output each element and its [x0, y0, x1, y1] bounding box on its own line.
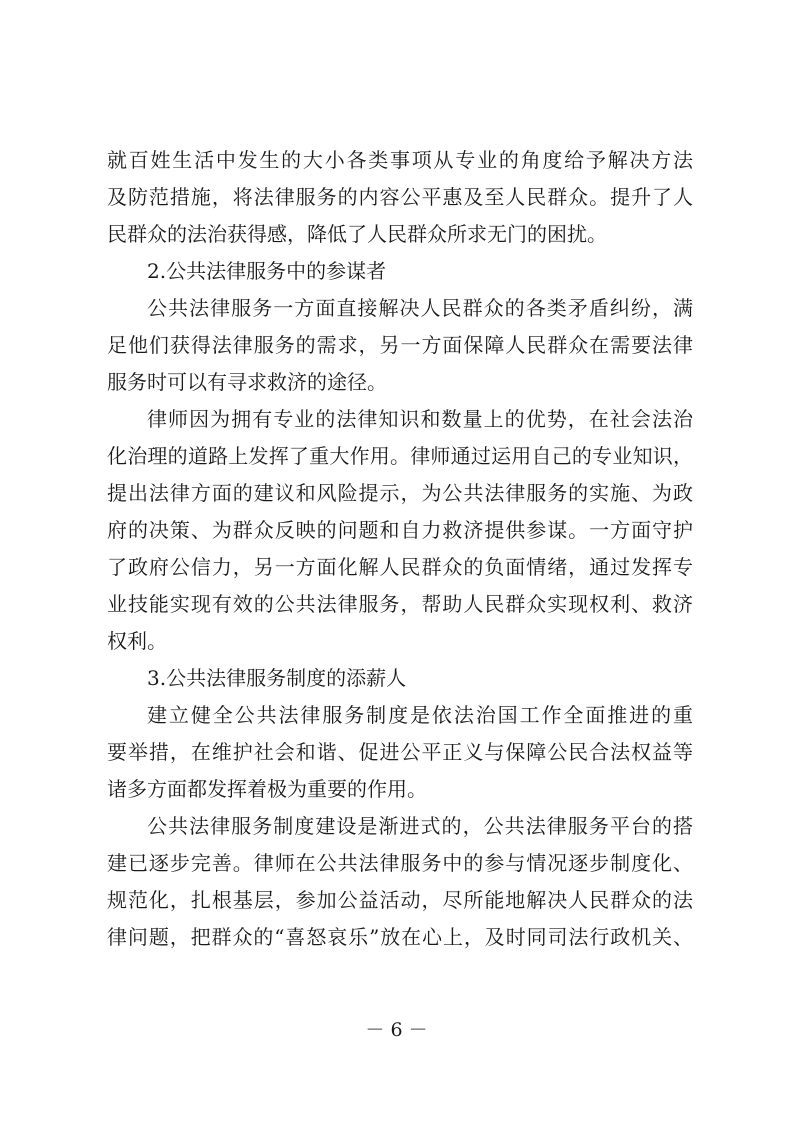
text-line: 及防范措施，将法律服务的内容公平惠及至人民群众。提升了人	[107, 185, 693, 209]
text-line: 民群众的法治获得感，降低了人民群众所求无门的困扰。	[107, 222, 607, 246]
document-body	[107, 142, 693, 956]
text-line: 提出法律方面的建议和风险提示，为公共法律服务的实施、为政	[107, 481, 693, 505]
text-line: 律问题，把群众的“喜怒哀乐”放在心上，及时同司法行政机关、	[107, 925, 693, 949]
text-line: 要举措，在维护社会和谐、促进公平正义与保障公民合法权益等	[107, 740, 693, 764]
text-line: 化治理的道路上发挥了重大作用。律师通过运用自己的专业知识，	[107, 444, 693, 468]
text-line: 了政府公信力，另一方面化解人民群众的负面情绪，通过发挥专	[107, 555, 693, 579]
text-line: 公共法律服务制度建设是渐进式的，公共法律服务平台的搭	[147, 814, 693, 838]
text-line: 公共法律服务一方面直接解决人民群众的各类矛盾纠纷，满	[147, 296, 693, 320]
page-number: － 6 －	[365, 1019, 428, 1041]
text-line: 府的决策、为群众反映的问题和自力救济提供参谋。一方面守护	[107, 518, 693, 542]
text-line: 建已逐步完善。律师在公共法律服务中的参与情况逐步制度化、	[107, 851, 693, 875]
text-line: 建立健全公共法律服务制度是依法治国工作全面推进的重	[147, 703, 693, 727]
text-line: 诸多方面都发挥着极为重要的作用。	[107, 777, 427, 801]
text-line: 服务时可以有寻求救济的途径。	[107, 370, 387, 394]
text-line: 2.公共法律服务中的参谋者	[147, 259, 387, 283]
text-line: 3.公共法律服务制度的添薪人	[147, 666, 407, 690]
text-line: 规范化，扎根基层，参加公益活动，尽所能地解决人民群众的法	[107, 888, 693, 912]
text-line: 就百姓生活中发生的大小各类事项从专业的角度给予解决方法	[107, 148, 693, 172]
text-line: 业技能实现有效的公共法律服务，帮助人民群众实现权利、救济	[107, 592, 693, 616]
text-line: 足他们获得法律服务的需求，另一方面保障人民群众在需要法律	[107, 333, 693, 357]
text-line: 权利。	[107, 629, 167, 653]
text-line: 律师因为拥有专业的法律知识和数量上的优势，在社会法治	[147, 407, 693, 431]
